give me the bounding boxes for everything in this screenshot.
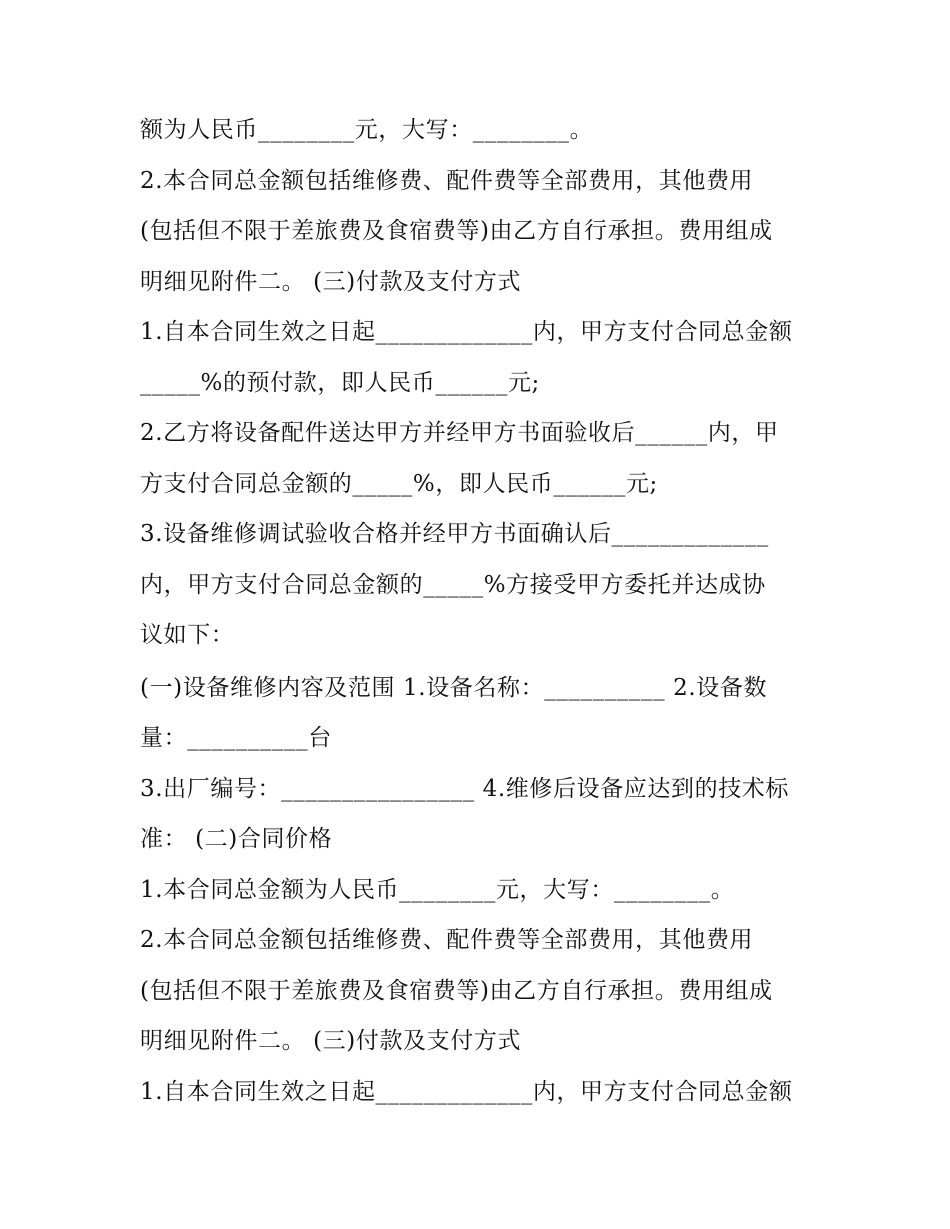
text-line: 明细见附件二。 (三)付款及支付方式 bbox=[140, 1028, 522, 1054]
text-line: 1.自本合同生效之日起_____________内，甲方支付合同总金额 bbox=[140, 319, 793, 345]
text-line: 额为人民币________元，大写：________。 bbox=[140, 117, 594, 143]
text-line: 准： (二)合同价格 bbox=[140, 826, 333, 852]
text-line: 1.本合同总金额为人民币________元，大写：________。 bbox=[140, 877, 735, 903]
text-line: 3.出厂编号：________________ 4.维修后设备应达到的技术标 bbox=[140, 776, 789, 802]
text-line: 2.乙方将设备配件送达甲方并经甲方书面验收后______内，甲 bbox=[140, 420, 779, 446]
text-line: (包括但不限于差旅费及食宿费等)由乙方自行承担。费用组成 bbox=[140, 218, 773, 244]
text-line: _____%的预付款，即人民币______元; bbox=[140, 370, 540, 396]
text-line: 1.自本合同生效之日起_____________内，甲方支付合同总金额 bbox=[140, 1079, 793, 1105]
text-line: 2.本合同总金额包括维修费、配件费等全部费用，其他费用 bbox=[140, 168, 754, 194]
text-line: 量：__________台 bbox=[140, 725, 332, 751]
text-line: 议如下： bbox=[140, 622, 235, 648]
text-line: 方支付合同总金额的_____%，即人民币______元; bbox=[140, 471, 658, 497]
text-line: 2.本合同总金额包括维修费、配件费等全部费用，其他费用 bbox=[140, 927, 754, 953]
text-line: 内，甲方支付合同总金额的_____%方接受甲方委托并达成协 bbox=[140, 572, 766, 598]
text-line: 明细见附件二。 (三)付款及支付方式 bbox=[140, 269, 522, 295]
text-line: (一)设备维修内容及范围 1.设备名称：__________ 2.设备数 bbox=[140, 675, 768, 701]
text-line: 3.设备维修调试验收合格并经甲方书面确认后_____________ bbox=[140, 521, 769, 547]
text-line: (包括但不限于差旅费及食宿费等)由乙方自行承担。费用组成 bbox=[140, 978, 773, 1004]
